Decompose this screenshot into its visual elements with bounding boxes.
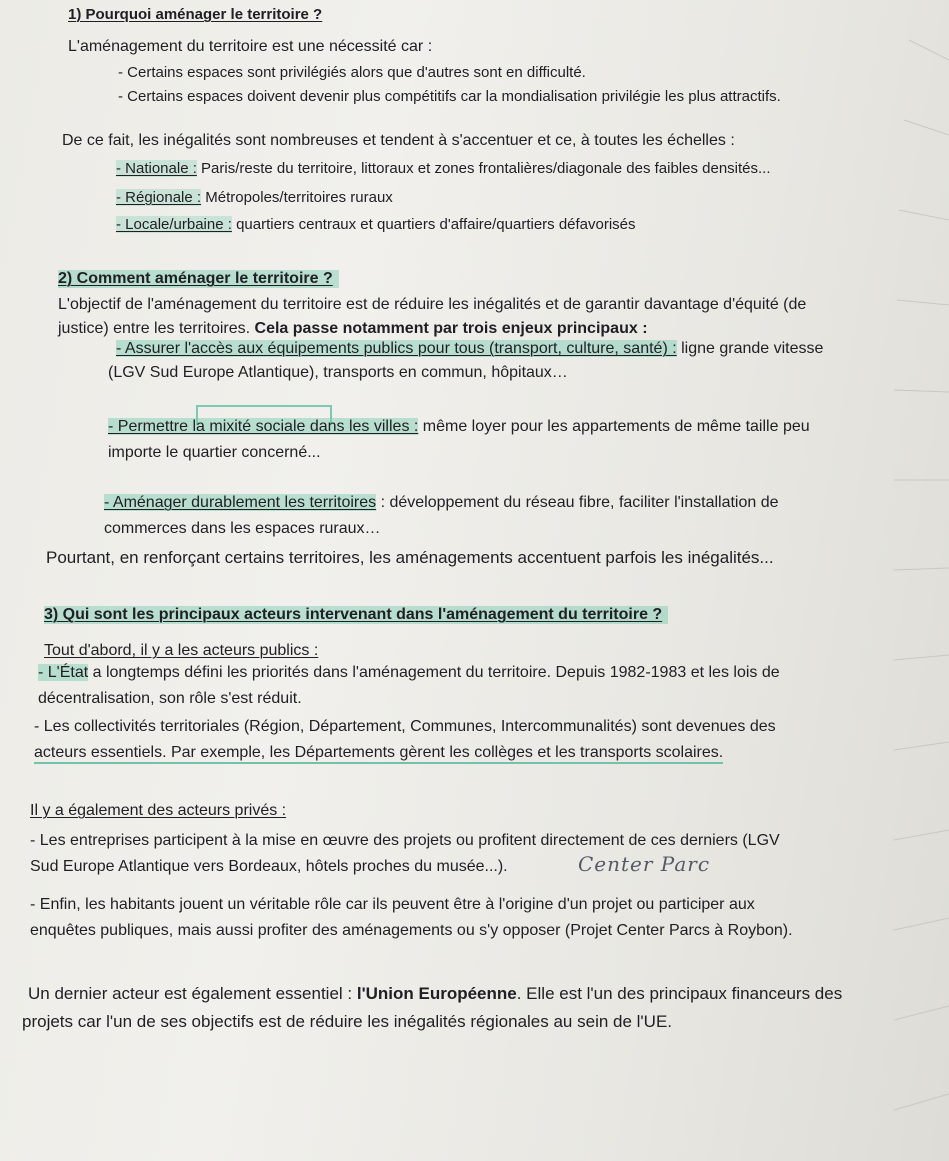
scale-regional bbox=[116, 189, 393, 206]
scale-national-label: - Nationale : bbox=[116, 160, 197, 177]
issue-3-line1 bbox=[104, 494, 779, 512]
scale-national-text: Paris/reste du territoire, littoraux et zones frontalières/diagonale des faibles densités... bbox=[196, 160, 771, 177]
state-label: - L'État bbox=[38, 664, 89, 681]
collectivities-line1: - Les collectivités territoriales (Région, Département, Communes, Intercommunalités) sont devenues des bbox=[34, 718, 776, 735]
eu-line2: projets car l'un de ses objectifs est de réduire les inégalités régionales au sein de l'UE. bbox=[22, 1012, 673, 1031]
section2-title: 2) Comment aménager le territoire ? bbox=[58, 270, 339, 288]
section3-title: 3) Qui sont les principaux acteurs intervenant dans l'aménagement du territoire ? bbox=[44, 606, 668, 624]
public-actors-intro bbox=[44, 642, 318, 660]
section2-however: Pourtant, en renforçant certains territoires, les aménagements accentuent parfois les inégalités... bbox=[46, 548, 774, 567]
issue-2-line1 bbox=[108, 418, 810, 436]
section1-reason-1: - Certains espaces sont privilégiés alors que d'autres sont en difficulté. bbox=[118, 64, 586, 81]
issue-2-label: - Permettre la mixité sociale dans les villes : bbox=[108, 418, 419, 435]
handwritten-note: Center Parc bbox=[578, 852, 711, 876]
section1-reason-2: - Certains espaces doivent devenir plus compétitifs car la mondialisation privilégie les plus attractifs. bbox=[118, 88, 781, 105]
objective-line2-bold: Cela passe notamment par trois enjeux principaux : bbox=[254, 320, 648, 337]
state-line1 bbox=[38, 664, 780, 682]
issue-1-line1 bbox=[116, 340, 823, 358]
scale-local bbox=[116, 216, 636, 233]
section2-objective-line1: L'objectif de l'aménagement du territoire est de réduire les inégalités et de garantir davantage d'équité (de bbox=[58, 296, 807, 313]
eu-name: l'Union Européenne bbox=[356, 984, 517, 1003]
issue-1-text: ligne grande vitesse bbox=[676, 340, 824, 357]
eu-line1-end: . Elle est l'un des principaux financeurs des bbox=[516, 984, 843, 1003]
objective-line2-start: justice) entre les territoires. bbox=[58, 320, 255, 337]
issue-2-text: même loyer pour les appartements de même taille peu bbox=[418, 418, 810, 435]
state-text: a longtemps défini les priorités dans l'aménagement du territoire. Depuis 1982-1983 et les lois de bbox=[88, 664, 780, 681]
page-edge-lines bbox=[889, 0, 949, 1161]
collectivities-line2: acteurs essentiels. Par exemple, les Départements gèrent les collèges et les transports scolaires. bbox=[34, 744, 723, 764]
scale-local-label: - Locale/urbaine : bbox=[116, 216, 232, 233]
eu-line1 bbox=[28, 984, 842, 1004]
section2-objective-line2 bbox=[58, 320, 648, 338]
state-line2: décentralisation, son rôle s'est réduit. bbox=[38, 690, 302, 707]
inhabitants-line1: - Enfin, les habitants jouent un véritable rôle car ils peuvent être à l'origine d'un projet ou participer aux bbox=[30, 896, 755, 913]
scale-national bbox=[116, 160, 771, 177]
issue-3-line2: commerces dans les espaces ruraux… bbox=[104, 520, 381, 537]
scale-regional-label: - Régionale : bbox=[116, 189, 202, 206]
scale-local-text: quartiers centraux et quartiers d'affaire/quartiers défavorisés bbox=[231, 216, 636, 233]
issue-1-label: - Assurer l'accès aux équipements publics pour tous (transport, culture, santé) : bbox=[116, 340, 677, 357]
eu-line1-start: Un dernier acteur est également essentiel : bbox=[28, 984, 357, 1003]
section1-intro: L'aménagement du territoire est une nécessité car : bbox=[68, 38, 433, 55]
companies-line1: - Les entreprises participent à la mise en œuvre des projets ou profitent directement de ces derniers (LGV bbox=[30, 832, 780, 849]
issue-3-text: : développement du réseau fibre, faciliter l'installation de bbox=[376, 494, 779, 511]
companies-line2: Sud Europe Atlantique vers Bordeaux, hôtels proches du musée...). bbox=[30, 858, 508, 875]
scale-regional-text: Métropoles/territoires ruraux bbox=[201, 189, 393, 206]
private-actors-intro: Il y a également des acteurs privés : bbox=[30, 802, 287, 819]
section1-inequalities: De ce fait, les inégalités sont nombreuses et tendent à s'accentuer et ce, à toutes les échelles : bbox=[62, 132, 735, 149]
issue-2-line2: importe le quartier concerné... bbox=[108, 444, 321, 461]
section1-title: 1) Pourquoi aménager le territoire ? bbox=[68, 6, 323, 23]
inhabitants-line2: enquêtes publiques, mais aussi profiter des aménagements ou s'y opposer (Projet Center Parcs à Roybon). bbox=[30, 922, 793, 939]
issue-1-line2: (LGV Sud Europe Atlantique), transports en commun, hôpitaux… bbox=[108, 364, 568, 381]
public-actors-intro-text: Tout d'abord, il y a les acteurs publics : bbox=[44, 642, 319, 659]
issue-3-label: - Aménager durablement les territoires bbox=[104, 494, 377, 511]
